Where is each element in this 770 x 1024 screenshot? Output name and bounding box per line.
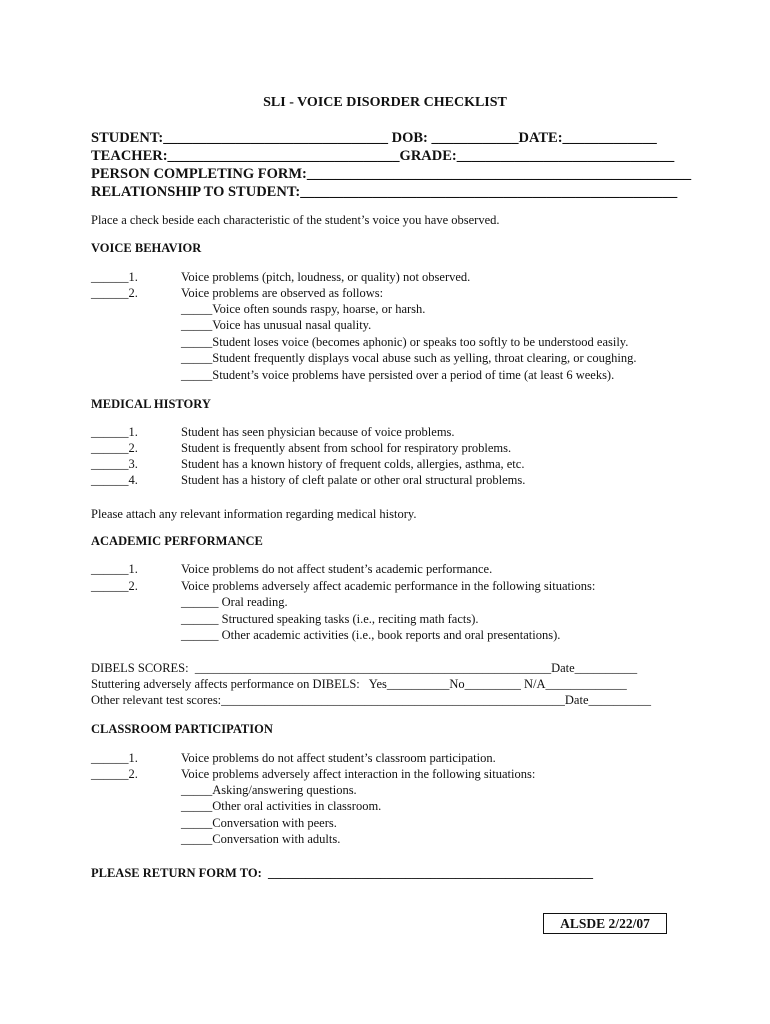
voice-item-1-text: Voice problems (pitch, loudness, or quality) not observed. [181,270,471,284]
teacher-grade-line[interactable]: TEACHER:________________________________GRADE:______________________________ [91,148,675,164]
voice-subitem[interactable]: _____Student loses voice (becomes aphonic) or speaks too softly to be understood easily. [181,335,629,349]
medical-item-1-checkbox[interactable]: ______1. [91,425,138,439]
classroom-item-1-checkbox[interactable]: ______1. [91,751,138,765]
classroom-item-2-text: Voice problems adversely affect interaction in the following situations: [181,767,536,781]
section-heading-classroom-participation: CLASSROOM PARTICIPATION [91,722,273,736]
form-version-stamp: ALSDE 2/22/07 [543,913,667,934]
academic-item-1-text: Voice problems do not affect student’s academic performance. [181,562,493,576]
voice-subitem[interactable]: _____Voice has unusual nasal quality. [181,318,372,332]
medical-item-1-text: Student has seen physician because of voice problems. [181,425,455,439]
academic-subitem[interactable]: ______ Oral reading. [181,595,288,609]
relationship-line[interactable]: RELATIONSHIP TO STUDENT:____________________________________________________ [91,184,678,200]
voice-subitem[interactable]: _____Student’s voice problems have persisted over a period of time (at least 6 weeks). [181,368,615,382]
medical-item-4-text: Student has a history of cleft palate or other oral structural problems. [181,473,526,487]
classroom-subitem[interactable]: _____Other oral activities in classroom. [181,799,382,813]
person-completing-line[interactable]: PERSON COMPLETING FORM:_____________________________________________________ [91,166,692,182]
dibels-stuttering-line[interactable]: Stuttering adversely affects performance on DIBELS: Yes__________No_________ N/A_____________ [91,677,627,691]
other-test-scores-line[interactable]: Other relevant test scores:_______________________________________________________Date__________ [91,693,652,707]
medical-item-2-text: Student is frequently absent from school for respiratory problems. [181,441,512,455]
section-heading-medical-history: MEDICAL HISTORY [91,397,211,411]
classroom-item-1-text: Voice problems do not affect student’s classroom participation. [181,751,496,765]
voice-item-2-checkbox[interactable]: ______2. [91,286,138,300]
classroom-subitem[interactable]: _____Conversation with adults. [181,832,341,846]
academic-item-2-text: Voice problems adversely affect academic performance in the following situations: [181,579,596,593]
voice-subitem[interactable]: _____Voice often sounds raspy, hoarse, or harsh. [181,302,426,316]
voice-item-2-text: Voice problems are observed as follows: [181,286,384,300]
section-heading-academic-performance: ACADEMIC PERFORMANCE [91,534,263,548]
medical-item-3-text: Student has a known history of frequent colds, allergies, asthma, etc. [181,457,525,471]
voice-item-1-checkbox[interactable]: ______1. [91,270,138,284]
page-title: SLI - VOICE DISORDER CHECKLIST [263,95,507,110]
voice-subitem[interactable]: _____Student frequently displays vocal abuse such as yelling, throat clearing, or coughing. [181,351,637,365]
student-dob-date-line[interactable]: STUDENT:_______________________________ DOB: ____________DATE:_____________ [91,130,657,146]
academic-subitem[interactable]: ______ Other academic activities (i.e., book reports and oral presentations). [181,628,561,642]
instructions: Place a check beside each characteristic of the student’s voice you have observed. [91,213,500,227]
academic-subitem[interactable]: ______ Structured speaking tasks (i.e., reciting math facts). [181,612,479,626]
medical-item-3-checkbox[interactable]: ______3. [91,457,138,471]
academic-item-2-checkbox[interactable]: ______2. [91,579,138,593]
medical-item-4-checkbox[interactable]: ______4. [91,473,138,487]
classroom-subitem[interactable]: _____Conversation with peers. [181,816,337,830]
section-heading-voice-behavior: VOICE BEHAVIOR [91,241,202,255]
dibels-scores-line[interactable]: DIBELS SCORES: _________________________________________________________Date__________ [91,661,638,675]
return-form-line[interactable]: PLEASE RETURN FORM TO: ____________________________________________________ [91,866,593,880]
medical-item-2-checkbox[interactable]: ______2. [91,441,138,455]
medical-attach-note: Please attach any relevant information regarding medical history. [91,507,417,521]
classroom-subitem[interactable]: _____Asking/answering questions. [181,783,357,797]
classroom-item-2-checkbox[interactable]: ______2. [91,767,138,781]
academic-item-1-checkbox[interactable]: ______1. [91,562,138,576]
